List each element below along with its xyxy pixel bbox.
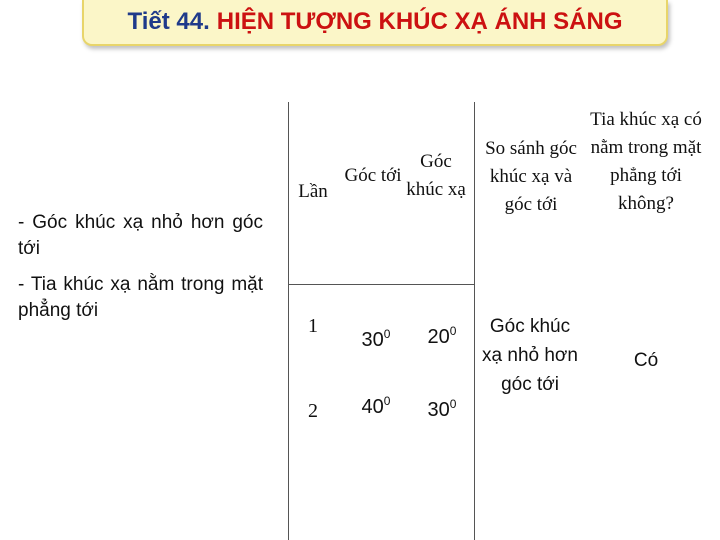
header-goc-toi: Góc tới: [344, 165, 402, 186]
note-item: - Tia khúc xạ nằm trong mặt phẳng tới: [18, 274, 263, 321]
title-main: HIỆN TƯỢNG KHÚC XẠ ÁNH SÁNG: [216, 8, 623, 35]
header-goc-khuc-xa: Góc khúc xạ: [406, 151, 466, 200]
notes-panel: [18, 210, 263, 324]
table-divider: [474, 102, 475, 540]
table-border-left: [288, 102, 289, 540]
results-table: [288, 102, 705, 540]
note-item: - Góc khúc xạ nhỏ hơn góc tới: [18, 212, 263, 259]
header-tia-khuc-xa: Tia khúc xạ có nằm trong mặt phẳng tới không?: [590, 109, 702, 214]
header-lan: Lần: [298, 181, 328, 202]
header-so-sanh: So sánh góc khúc xạ và góc tới: [485, 138, 577, 215]
so-sanh-value: Góc khúc xạ nhỏ hơn góc tới: [482, 316, 578, 395]
row-1-lan: 1: [308, 315, 318, 337]
table-divider: [288, 284, 474, 285]
title-prefix: Tiết 44.: [127, 8, 210, 35]
row-2-goc-khuc-xa: $30^0$: [427, 397, 457, 421]
row-2-goc-toi: $40^0$: [361, 394, 391, 418]
row-1-goc-toi: $30^0$: [361, 327, 391, 351]
row-1-goc-khuc-xa: $20^0$: [427, 324, 457, 348]
row-2-lan: 2: [308, 400, 318, 422]
slide-title: [82, 0, 668, 46]
tia-value: Có: [633, 350, 659, 371]
